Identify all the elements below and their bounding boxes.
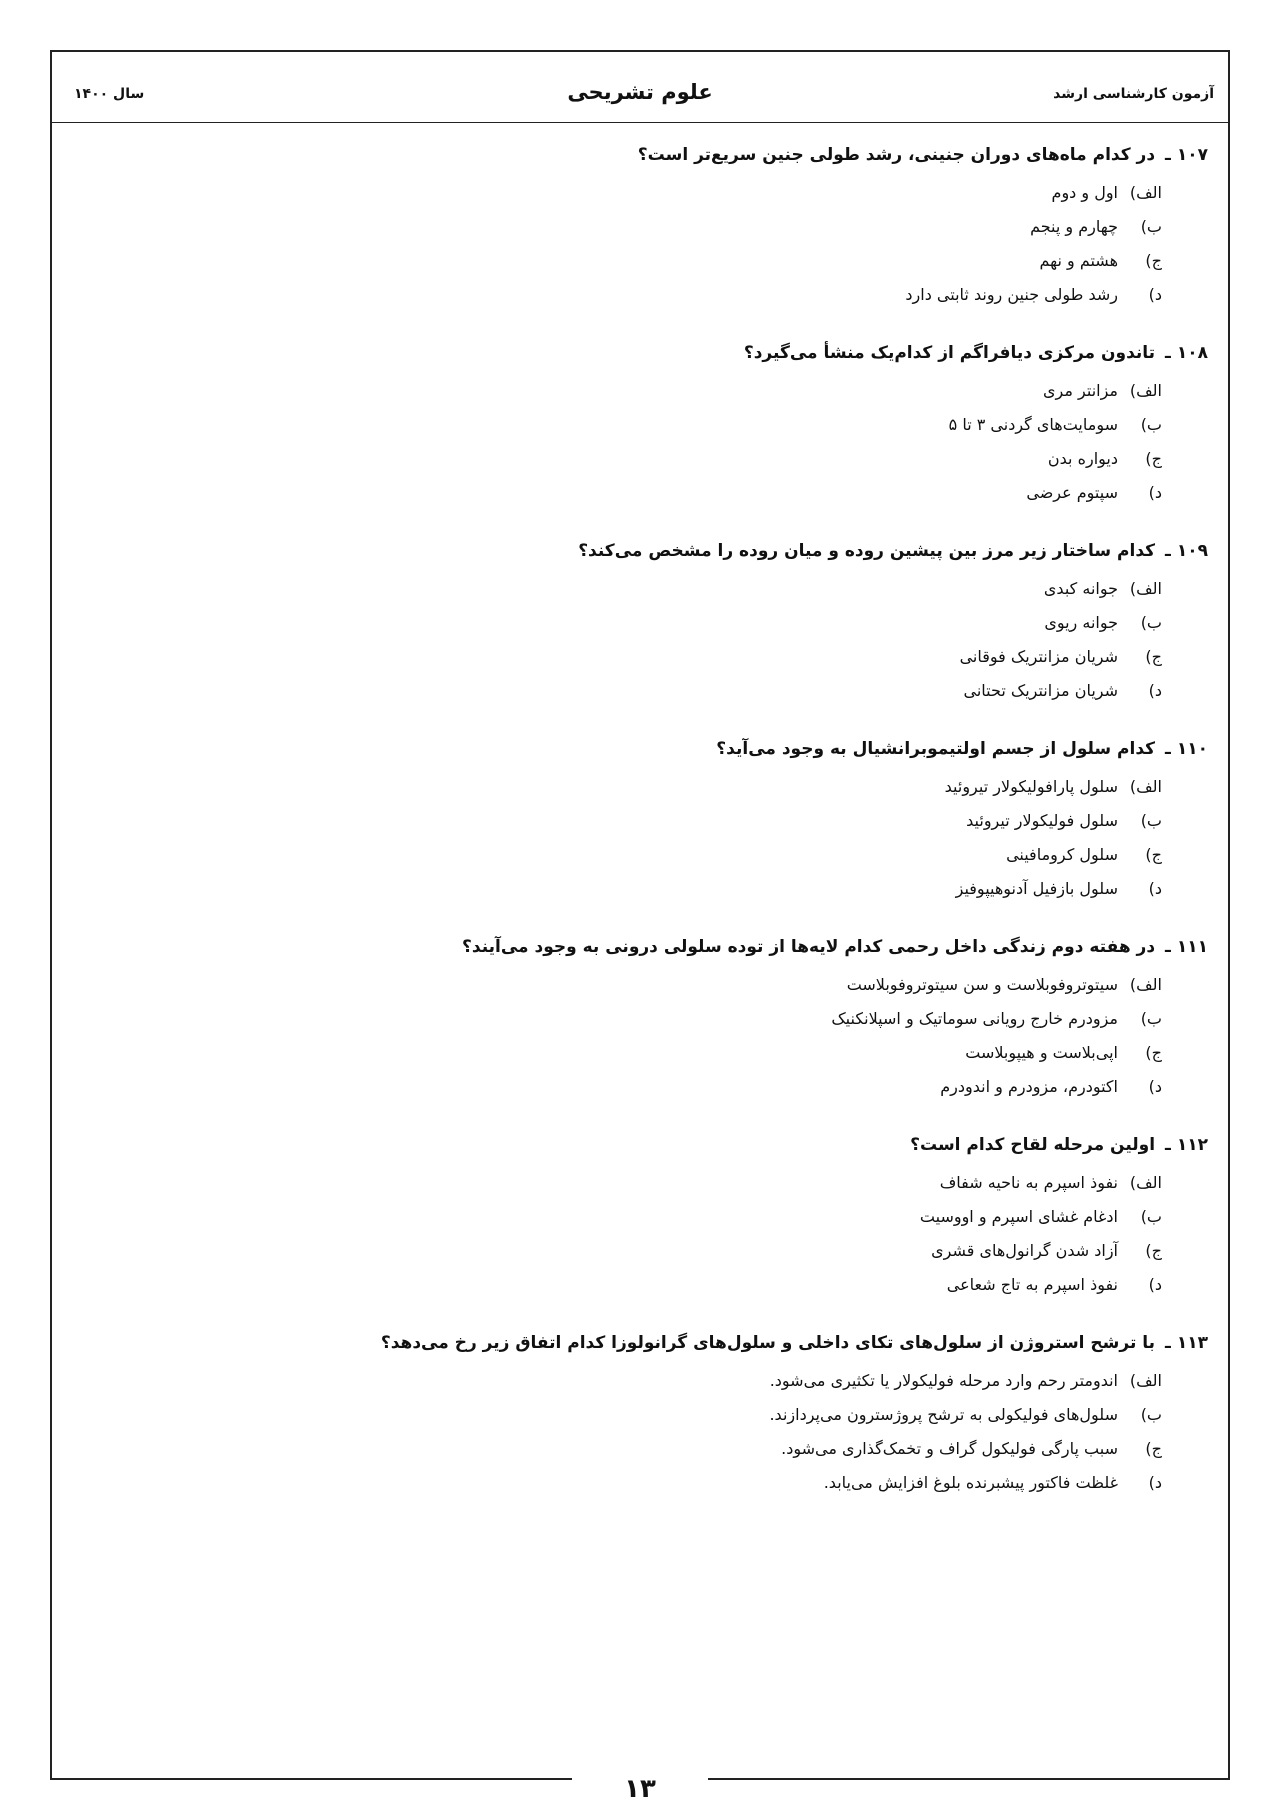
question-text: تاندون مرکزی دیافراگم از کدام‌یک منشأ می‌گیرد؟ [743,343,1156,363]
question-number: ۱۰۹ [1176,541,1208,561]
question-stem [88,1328,1208,1358]
option-letter: د) [1148,483,1162,502]
question-text: اولین مرحله لقاح کدام است؟ [910,1135,1156,1155]
option-text: شریان مزانتریک تحتانی [963,681,1118,700]
question-number: ۱۰۷ [1176,145,1208,165]
option-letter: ج) [1145,251,1162,270]
option-letter: ج) [1145,647,1162,666]
exam-title: آزمون کارشناسی ارشد [1053,86,1214,102]
answer-option [88,640,1162,674]
option-letter: الف) [1129,381,1162,400]
option-letter: ب) [1140,1405,1162,1424]
answer-option [88,804,1162,838]
question-dash: ـ [1165,541,1171,561]
answer-options [88,968,1208,1104]
question-number: ۱۱۰ [1176,739,1208,759]
option-text: غلظت فاکتور پیشبرنده بلوغ افزایش می‌یابد. [823,1473,1118,1492]
option-letter: د) [1148,681,1162,700]
option-text: رشد طولی جنین روند ثابتی دارد [905,285,1118,304]
option-letter: د) [1148,1275,1162,1294]
question-number: ۱۰۸ [1176,343,1208,363]
option-text: سلول‌های فولیکولی به ترشح پروژسترون می‌پردازند. [769,1405,1118,1424]
option-text: مزانتر مری [1043,381,1118,400]
option-letter: الف) [1129,975,1162,994]
question-stem [88,734,1208,764]
option-text: نفوذ اسپرم به ناحیه شفاف [939,1173,1118,1192]
question-item [88,932,1208,1104]
option-letter: الف) [1129,1371,1162,1390]
exam-year: سال ۱۴۰۰ [74,86,145,102]
page-header [52,52,1228,123]
option-text: اکتودرم، مزودرم و اندودرم [940,1077,1118,1096]
question-dash: ـ [1165,145,1171,165]
question-dash: ـ [1165,739,1171,759]
page-number: ۱۳ [624,1774,656,1804]
question-item [88,338,1208,510]
question-stem [88,536,1208,566]
option-text: دیواره بدن [1047,449,1118,468]
option-letter: الف) [1129,579,1162,598]
question-item [88,1130,1208,1302]
option-text: سلول فولیکولار تیروئید [966,811,1118,830]
option-text: جوانه کبدی [1043,579,1118,598]
answer-option [88,1002,1162,1036]
option-letter: ج) [1145,1241,1162,1260]
option-text: سلول کرومافینی [1006,845,1118,864]
answer-option [88,374,1162,408]
answer-options [88,1364,1208,1500]
question-item [88,734,1208,906]
question-dash: ـ [1165,1135,1171,1155]
option-letter: ج) [1145,1439,1162,1458]
option-letter: ب) [1140,1009,1162,1028]
answer-options [88,176,1208,312]
answer-option [88,408,1162,442]
option-letter: د) [1148,879,1162,898]
option-text: نفوذ اسپرم به تاج شعاعی [946,1275,1118,1294]
answer-option [88,1268,1162,1302]
questions-list [88,140,1208,1526]
answer-option [88,1234,1162,1268]
question-text: در کدام ماه‌های دوران جنینی، رشد طولی جنین سریع‌تر است؟ [637,145,1156,165]
answer-options [88,1166,1208,1302]
option-text: سبب پارگی فولیکول گراف و تخمک‌گذاری می‌شود. [781,1439,1118,1458]
option-text: سیتوتروفوبلاست و سن سیتوتروفوبلاست [846,975,1118,994]
answer-option [88,1070,1162,1104]
question-stem [88,1130,1208,1160]
option-letter: ج) [1145,1043,1162,1062]
answer-option [88,278,1162,312]
question-text: با ترشح استروژن از سلول‌های تکای داخلی و سلول‌های گرانولوزا کدام اتفاق زیر رخ می‌دهد؟ [380,1333,1156,1353]
option-letter: ب) [1140,1207,1162,1226]
answer-option [88,770,1162,804]
option-letter: ب) [1140,613,1162,632]
answer-option [88,1200,1162,1234]
answer-option [88,1036,1162,1070]
question-stem [88,140,1208,170]
option-text: هشتم و نهم [1039,251,1118,270]
option-letter: الف) [1129,183,1162,202]
option-letter: ج) [1145,845,1162,864]
option-letter: ب) [1140,811,1162,830]
option-text: اندومتر رحم وارد مرحله فولیکولار یا تکثیری می‌شود. [769,1371,1118,1390]
option-text: آزاد شدن گرانول‌های قشری [931,1241,1118,1260]
option-letter: ب) [1140,415,1162,434]
answer-option [88,476,1162,510]
question-stem [88,338,1208,368]
option-letter: د) [1148,1473,1162,1492]
question-dash: ـ [1165,937,1171,957]
answer-option [88,1166,1162,1200]
answer-option [88,244,1162,278]
question-item [88,1328,1208,1500]
answer-options [88,374,1208,510]
answer-option [88,572,1162,606]
answer-option [88,210,1162,244]
option-text: چهارم و پنجم [1030,217,1118,236]
answer-option [88,838,1162,872]
answer-option [88,1398,1162,1432]
answer-option [88,1364,1162,1398]
question-item [88,536,1208,708]
answer-option [88,442,1162,476]
option-letter: ب) [1140,217,1162,236]
subject-title: علوم تشریحی [567,80,713,104]
question-item [88,140,1208,312]
option-letter: د) [1148,285,1162,304]
answer-option [88,1432,1162,1466]
answer-option [88,968,1162,1002]
option-text: سپتوم عرضی [1026,483,1118,502]
option-text: سلول بازفیل آدنوهیپوفیز [955,879,1118,898]
option-text: ادغام غشای اسپرم و اووسیت [919,1207,1118,1226]
question-text: کدام سلول از جسم اولتیموبرانشیال به وجود می‌آید؟ [716,739,1156,759]
option-text: اول و دوم [1051,183,1118,202]
option-text: اپی‌بلاست و هیپوبلاست [965,1043,1118,1062]
option-letter: ج) [1145,449,1162,468]
option-text: مزودرم خارج رویانی سوماتیک و اسپلانکنیک [831,1009,1118,1028]
question-number: ۱۱۱ [1176,937,1208,957]
page-frame [50,50,1230,1804]
answer-option [88,1466,1162,1500]
answer-option [88,606,1162,640]
question-text: کدام ساختار زیر مرز بین پیشین روده و میان روده را مشخص می‌کند؟ [578,541,1156,561]
option-letter: د) [1148,1077,1162,1096]
question-number: ۱۱۲ [1176,1135,1208,1155]
option-text: شریان مزانتریک فوقانی [959,647,1118,666]
question-dash: ـ [1165,343,1171,363]
answer-option [88,674,1162,708]
option-text: سومایت‌های گردنی ۳ تا ۵ [948,415,1118,434]
option-text: سلول پارافولیکولار تیروئید [944,777,1118,796]
question-number: ۱۱۳ [1176,1333,1208,1353]
question-dash: ـ [1165,1333,1171,1353]
option-letter: الف) [1129,777,1162,796]
question-text: در هفته دوم زندگی داخل رحمی کدام لایه‌ها از توده سلولی درونی به وجود می‌آیند؟ [462,937,1156,957]
answer-option [88,872,1162,906]
answer-options [88,770,1208,906]
answer-option [88,176,1162,210]
question-stem [88,932,1208,962]
answer-options [88,572,1208,708]
option-text: جوانه ریوی [1044,613,1118,632]
option-letter: الف) [1129,1173,1162,1192]
